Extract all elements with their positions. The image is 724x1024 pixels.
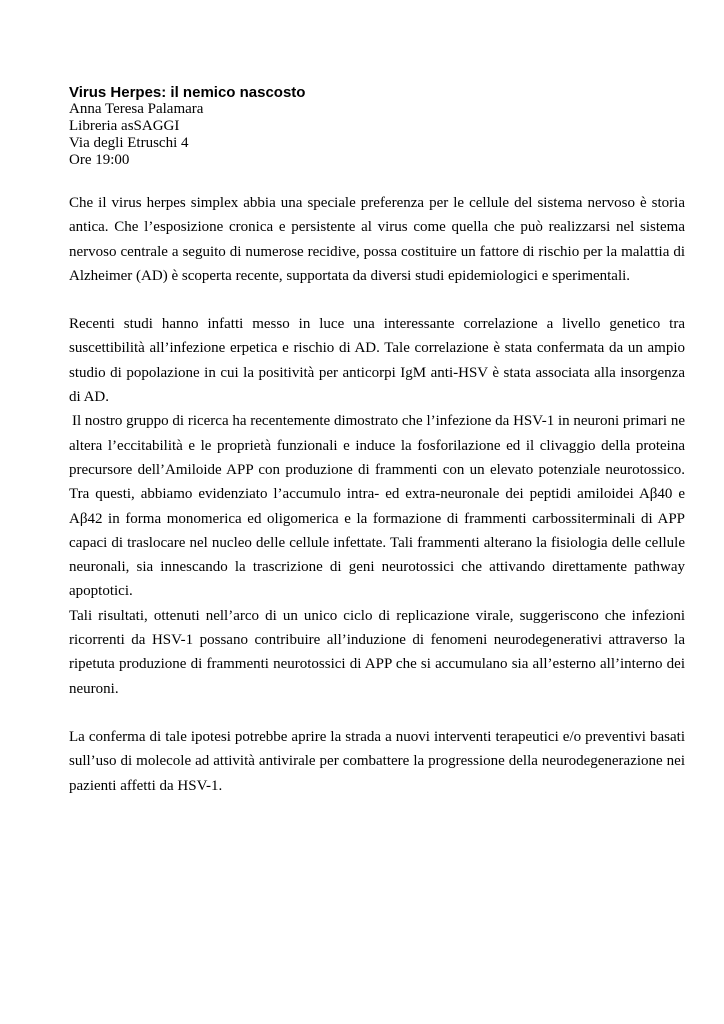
paragraph-intro: Che il virus herpes simplex abbia una speciale preferenza per le cellule del sistema nervoso è storia antica. Che l’esposizione cronica e persistente al virus come quella che può realizzarsi nel sistema nervoso centrale a seguito di numerose recidive, possa costituire un fattore di rischio per la malattia di Alzheimer (AD) è scoperta recente, supportata da diversi studi epidemiologici e sperimentali. (69, 195, 685, 284)
paragraph-conclusion: La conferma di tale ipotesi potrebbe aprire la strada a nuovi interventi terapeutici e/o preventivi basati sull’uso di molecole ad attività antivirale per combattere la progressione della neurodegenerazione nei pazienti affetti da HSV-1. (69, 728, 685, 794)
document-page (69, 84, 685, 798)
author-name: Anna Teresa Palamara (69, 101, 204, 117)
document-title: Virus Herpes: il nemico nascosto (69, 84, 306, 101)
venue-address: Via degli Etruschi 4 (69, 135, 189, 151)
paragraph-genetic-correlation: Recenti studi hanno infatti messo in luce una interessante correlazione a livello genetico tra suscettibilità all’infezione erpetica e rischio di AD. Tale correlazione è stata confermata da un ampio studio di popolazione in cui la positività per anticorpi IgM anti-HSV è stata associata alla insorgenza di AD. (69, 316, 685, 406)
paragraph-results: Tali risultati, ottenuti nell’arco di un unico ciclo di replicazione virale, suggeriscono che infezioni ricorrenti da HSV-1 possano contribuire all’induzione di fenomeni neurodegenerativi attraverso la ripetuta produzione di frammenti neurotossici di APP che si accumulano sia all’esterno all’interno dei neuroni. (69, 607, 685, 697)
event-time: Ore 19:00 (69, 152, 130, 168)
paragraph-research-findings: Il nostro gruppo di ricerca ha recentemente dimostrato che l’infezione da HSV-1 in neuroni primari ne altera l’eccitabilità e le proprietà funzionali e induce la fosforilazione ed il clivaggio della proteina precursore dell’Amiloide APP con produzione di frammenti con un elevato potenziale neurotossico. Tra questi, abbiamo evidenziato l’accumulo intra- ed extra-neuronale dei peptidi amiloidei Aβ40 e Aβ42 in forma monomerica ed oligomerica e la formazione di frammenti carbossiterminali di APP capaci di traslocare nel nucleo delle cellule infettate. Tali frammenti alterano la fisiologia delle cellule neuronali, sia innescando la trascrizione di geni neurotossici che attivando direttamente pathway apoptotici. (69, 413, 685, 600)
venue-name: Libreria asSAGGI (69, 118, 180, 134)
